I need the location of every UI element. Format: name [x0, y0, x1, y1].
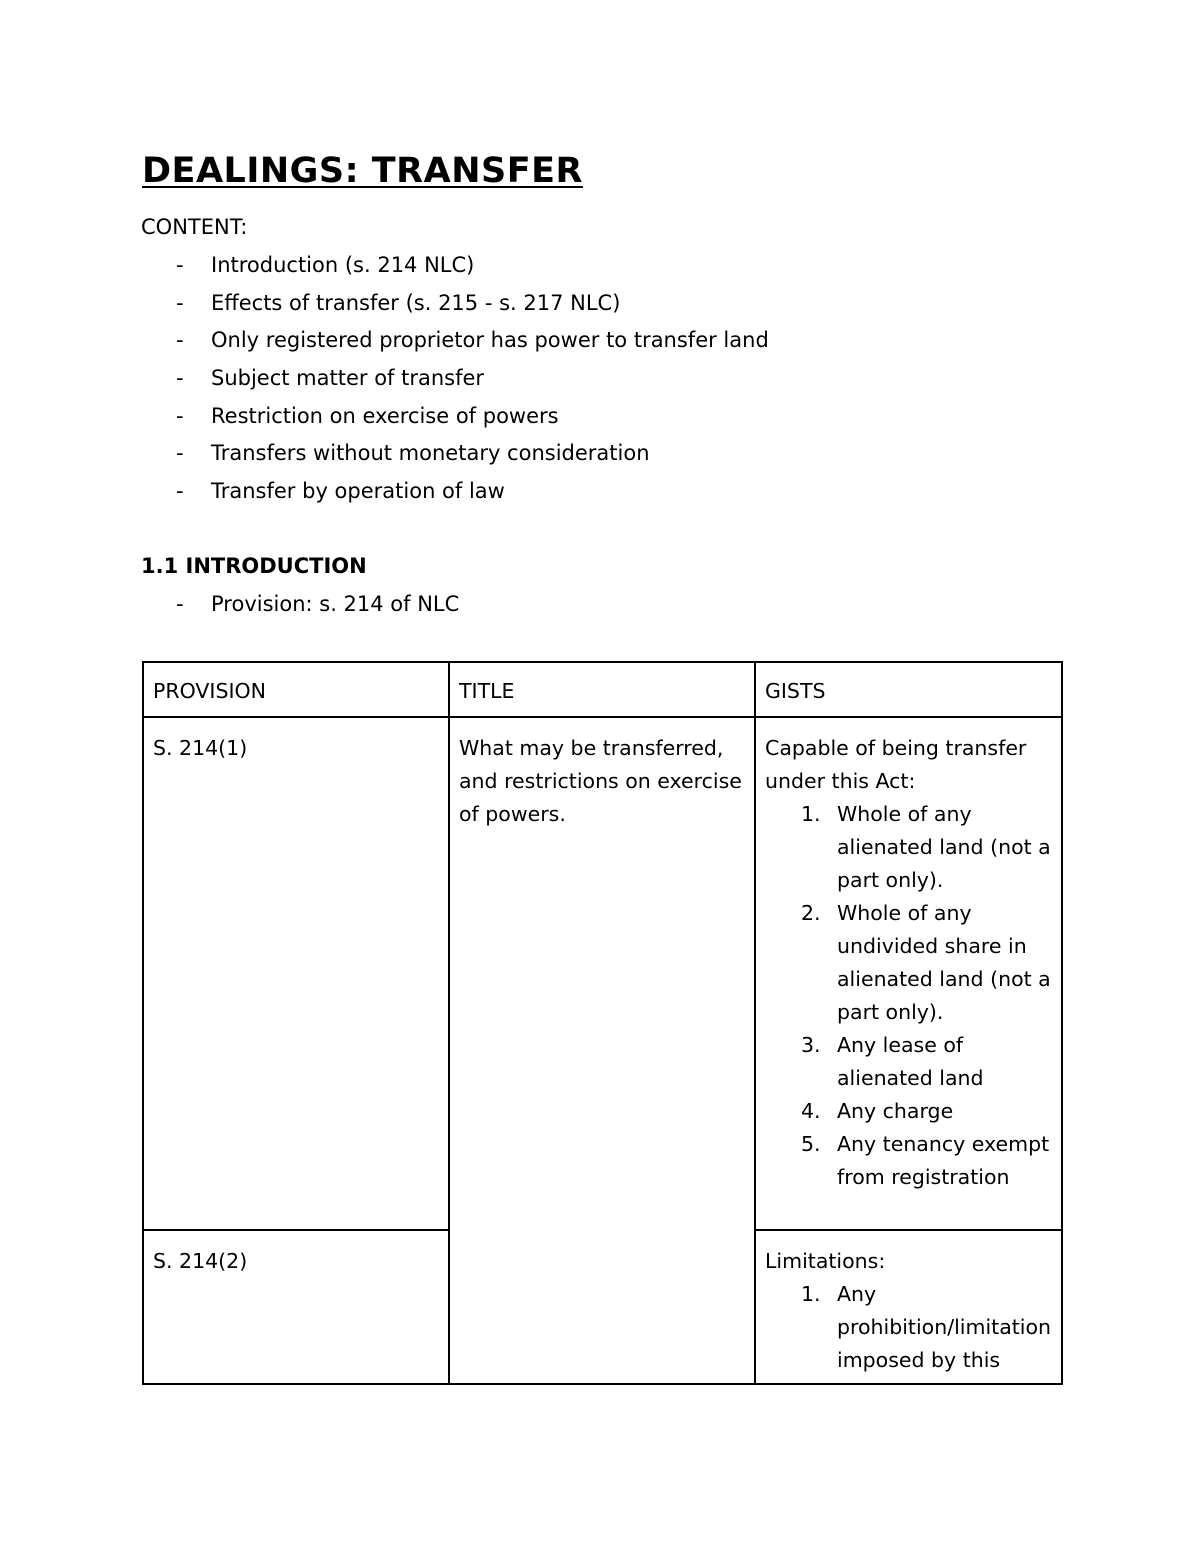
content-item-label: Transfers without monetary consideration	[211, 441, 650, 466]
gist-list	[765, 1278, 1053, 1377]
section-heading: 1.1 INTRODUCTION	[141, 554, 367, 578]
bullet-dash: -	[176, 328, 184, 353]
gist-text: Any charge	[837, 1099, 954, 1123]
bullet-dash: -	[176, 592, 184, 616]
bullet-dash: -	[176, 441, 184, 466]
bullet-dash: -	[176, 253, 184, 277]
gist-item	[765, 1095, 1053, 1128]
gist-number: 1.	[801, 1282, 821, 1306]
bullet-dash: -	[176, 366, 184, 391]
gist-number: 4.	[801, 1099, 821, 1123]
gist-item	[765, 1029, 1053, 1095]
list-item	[176, 363, 769, 401]
gist-item	[765, 1278, 1053, 1377]
table-row	[143, 717, 1062, 1230]
content-item-label: Restriction on exercise of powers	[211, 403, 559, 428]
header-provision: PROVISION	[143, 662, 449, 717]
bullet-dash: -	[176, 479, 184, 504]
gist-item	[765, 1128, 1053, 1194]
content-item-label: Only registered proprietor has power to transfer land	[211, 328, 769, 353]
gists-cell	[755, 717, 1062, 1230]
gist-text: Whole of any undivided share in alienated land (not a part only).	[837, 901, 1051, 1024]
gist-heading: Capable of being transfer under this Act:	[765, 736, 1027, 793]
bullet-dash: -	[176, 290, 184, 315]
gist-item	[765, 897, 1053, 1029]
gist-list	[765, 798, 1053, 1194]
provision-note-text: Provision: s. 214 of NLC	[211, 592, 460, 616]
list-item	[176, 250, 769, 288]
title-cell: What may be transferred, and restrictions on exercise of powers.	[449, 717, 755, 1384]
list-item	[176, 401, 769, 439]
content-list	[176, 250, 769, 514]
gist-number: 3.	[801, 1033, 821, 1057]
content-item-label: Effects of transfer (s. 215 - s. 217 NLC)	[211, 290, 621, 315]
header-gists: GISTS	[755, 662, 1062, 717]
bullet-dash: -	[176, 403, 184, 428]
provisions-table	[142, 661, 1063, 1385]
list-item	[176, 476, 769, 514]
list-item	[176, 288, 769, 326]
list-item	[176, 438, 769, 476]
provision-cell: S. 214(1)	[143, 717, 449, 1230]
gist-text: Any lease of alienated land	[837, 1033, 984, 1090]
provision-note	[176, 589, 459, 619]
document-title: DEALINGS: TRANSFER	[142, 151, 583, 191]
gist-text: Whole of any alienated land (not a part only).	[837, 802, 1051, 892]
content-item-label: Subject matter of transfer	[211, 366, 485, 391]
content-item-label: Transfer by operation of law	[211, 479, 505, 504]
header-title: TITLE	[449, 662, 755, 717]
gist-number: 1.	[801, 802, 821, 826]
table-header-row	[143, 662, 1062, 717]
gist-text: Any prohibition/limitation imposed by this	[837, 1282, 1052, 1372]
gist-text: Any tenancy exempt from registration	[837, 1132, 1050, 1189]
gist-number: 2.	[801, 901, 821, 925]
gist-number: 5.	[801, 1132, 821, 1156]
gist-item	[765, 798, 1053, 897]
gists-cell	[755, 1230, 1062, 1384]
provision-cell: S. 214(2)	[143, 1230, 449, 1384]
content-label: CONTENT:	[141, 215, 248, 239]
gist-heading: Limitations:	[765, 1249, 886, 1273]
list-item	[176, 325, 769, 363]
content-item-label: Introduction (s. 214 NLC)	[211, 253, 475, 277]
